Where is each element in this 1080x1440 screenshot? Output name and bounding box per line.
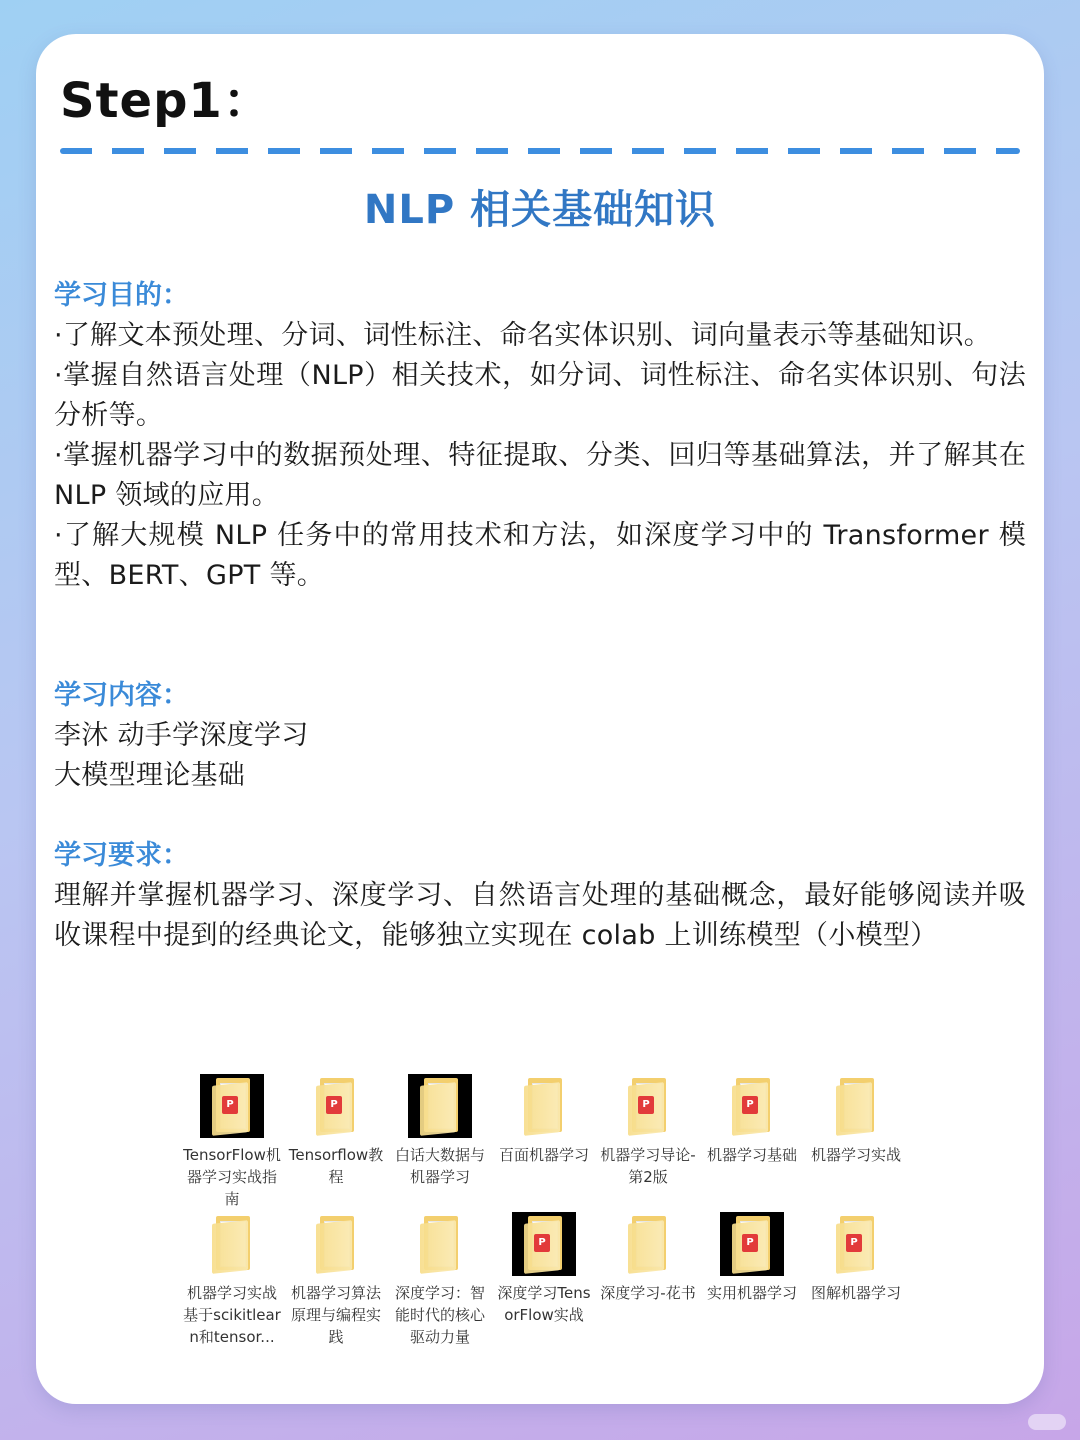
pdf-icon: P (222, 1096, 238, 1114)
file-item[interactable] (180, 1074, 284, 1212)
file-name: 深度学习TensorFlow实战 (497, 1284, 591, 1324)
file-item[interactable] (492, 1074, 596, 1212)
file-name: 机器学习算法原理与编程实践 (290, 1284, 381, 1346)
folder-icon[interactable] (512, 1212, 576, 1276)
folder-icon[interactable] (720, 1074, 784, 1138)
folder-icon[interactable] (200, 1074, 264, 1138)
step-label: Step1： (60, 73, 272, 129)
goals-list (54, 316, 1026, 596)
folder-icon[interactable] (616, 1212, 680, 1276)
file-name: 机器学习实战基于scikitlearn和tensor... (183, 1284, 281, 1346)
folder-icon[interactable] (824, 1074, 888, 1138)
file-name: TensorFlow机器学习实战指南 (183, 1146, 281, 1208)
pdf-icon: P (534, 1234, 550, 1252)
file-item[interactable] (492, 1212, 596, 1350)
goals-section (54, 276, 1026, 596)
file-item[interactable] (180, 1212, 284, 1350)
file-name: 机器学习导论-第2版 (600, 1146, 696, 1186)
file-item[interactable] (700, 1212, 804, 1350)
file-item[interactable] (804, 1212, 908, 1350)
pdf-icon: P (846, 1234, 862, 1252)
folder-icon[interactable] (408, 1074, 472, 1138)
file-name: 机器学习基础 (706, 1146, 797, 1164)
content-item: 李沐 动手学深度学习 (54, 720, 309, 751)
folder-icon[interactable] (304, 1074, 368, 1138)
content-card (36, 34, 1044, 1404)
file-item[interactable] (700, 1074, 804, 1212)
goals-heading: 学习目的： (54, 280, 189, 311)
folder-icon[interactable] (200, 1212, 264, 1276)
folder-icon[interactable] (408, 1212, 472, 1276)
file-name: Tensorflow教程 (288, 1146, 384, 1186)
content-heading: 学习内容： (54, 680, 189, 711)
file-item[interactable] (388, 1212, 492, 1350)
requirements-section (54, 836, 1026, 956)
file-item[interactable] (596, 1074, 700, 1212)
file-name: 图解机器学习 (810, 1284, 901, 1302)
folder-icon[interactable] (304, 1212, 368, 1276)
page-title: NLP 相关基础知识 (363, 187, 717, 233)
content-item: 大模型理论基础 (54, 760, 246, 791)
requirements-heading: 学习要求： (54, 840, 189, 871)
pdf-icon: P (638, 1096, 654, 1114)
requirements-paragraph: 理解并掌握机器学习、深度学习、自然语言处理的基础概念，最好能够阅读并吸收课程中提到的经典论文，能够独立实现在 colab 上训练模型（小模型） (54, 880, 1026, 951)
folder-icon[interactable] (616, 1074, 680, 1138)
content-list (54, 716, 1026, 796)
file-name: 机器学习实战 (810, 1146, 901, 1164)
file-name: 深度学习-花书 (600, 1284, 696, 1302)
file-name: 深度学习：智能时代的核心驱动力量 (394, 1284, 485, 1346)
file-item[interactable] (284, 1074, 388, 1212)
pdf-icon: P (326, 1096, 342, 1114)
goal-item: ·了解文本预处理、分词、词性标注、命名实体识别、词向量表示等基础知识。 (54, 320, 992, 351)
goal-item: ·了解大规模 NLP 任务中的常用技术和方法，如深度学习中的 Transformer 模型、BERT、GPT 等。 (54, 520, 1026, 591)
requirements-text (54, 876, 1026, 956)
file-name: 白话大数据与机器学习 (394, 1146, 485, 1186)
file-item[interactable] (596, 1212, 700, 1350)
goal-item: ·掌握自然语言处理（NLP）相关技术，如分词、词性标注、命名实体识别、句法分析等。 (54, 360, 1026, 431)
folder-icon[interactable] (824, 1212, 888, 1276)
pdf-icon: P (742, 1096, 758, 1114)
file-item[interactable] (804, 1074, 908, 1212)
file-name: 实用机器学习 (706, 1284, 797, 1302)
dashed-divider (60, 148, 1020, 154)
file-item[interactable] (388, 1074, 492, 1212)
file-grid (180, 1074, 910, 1350)
goal-item: ·掌握机器学习中的数据预处理、特征提取、分类、回归等基础算法，并了解其在 NLP 领域的应用。 (54, 440, 1026, 511)
watermark (1028, 1414, 1066, 1430)
pdf-icon: P (742, 1234, 758, 1252)
folder-icon[interactable] (720, 1212, 784, 1276)
content-section (54, 676, 1026, 796)
folder-icon[interactable] (512, 1074, 576, 1138)
file-name: 百面机器学习 (498, 1146, 589, 1164)
file-item[interactable] (284, 1212, 388, 1350)
